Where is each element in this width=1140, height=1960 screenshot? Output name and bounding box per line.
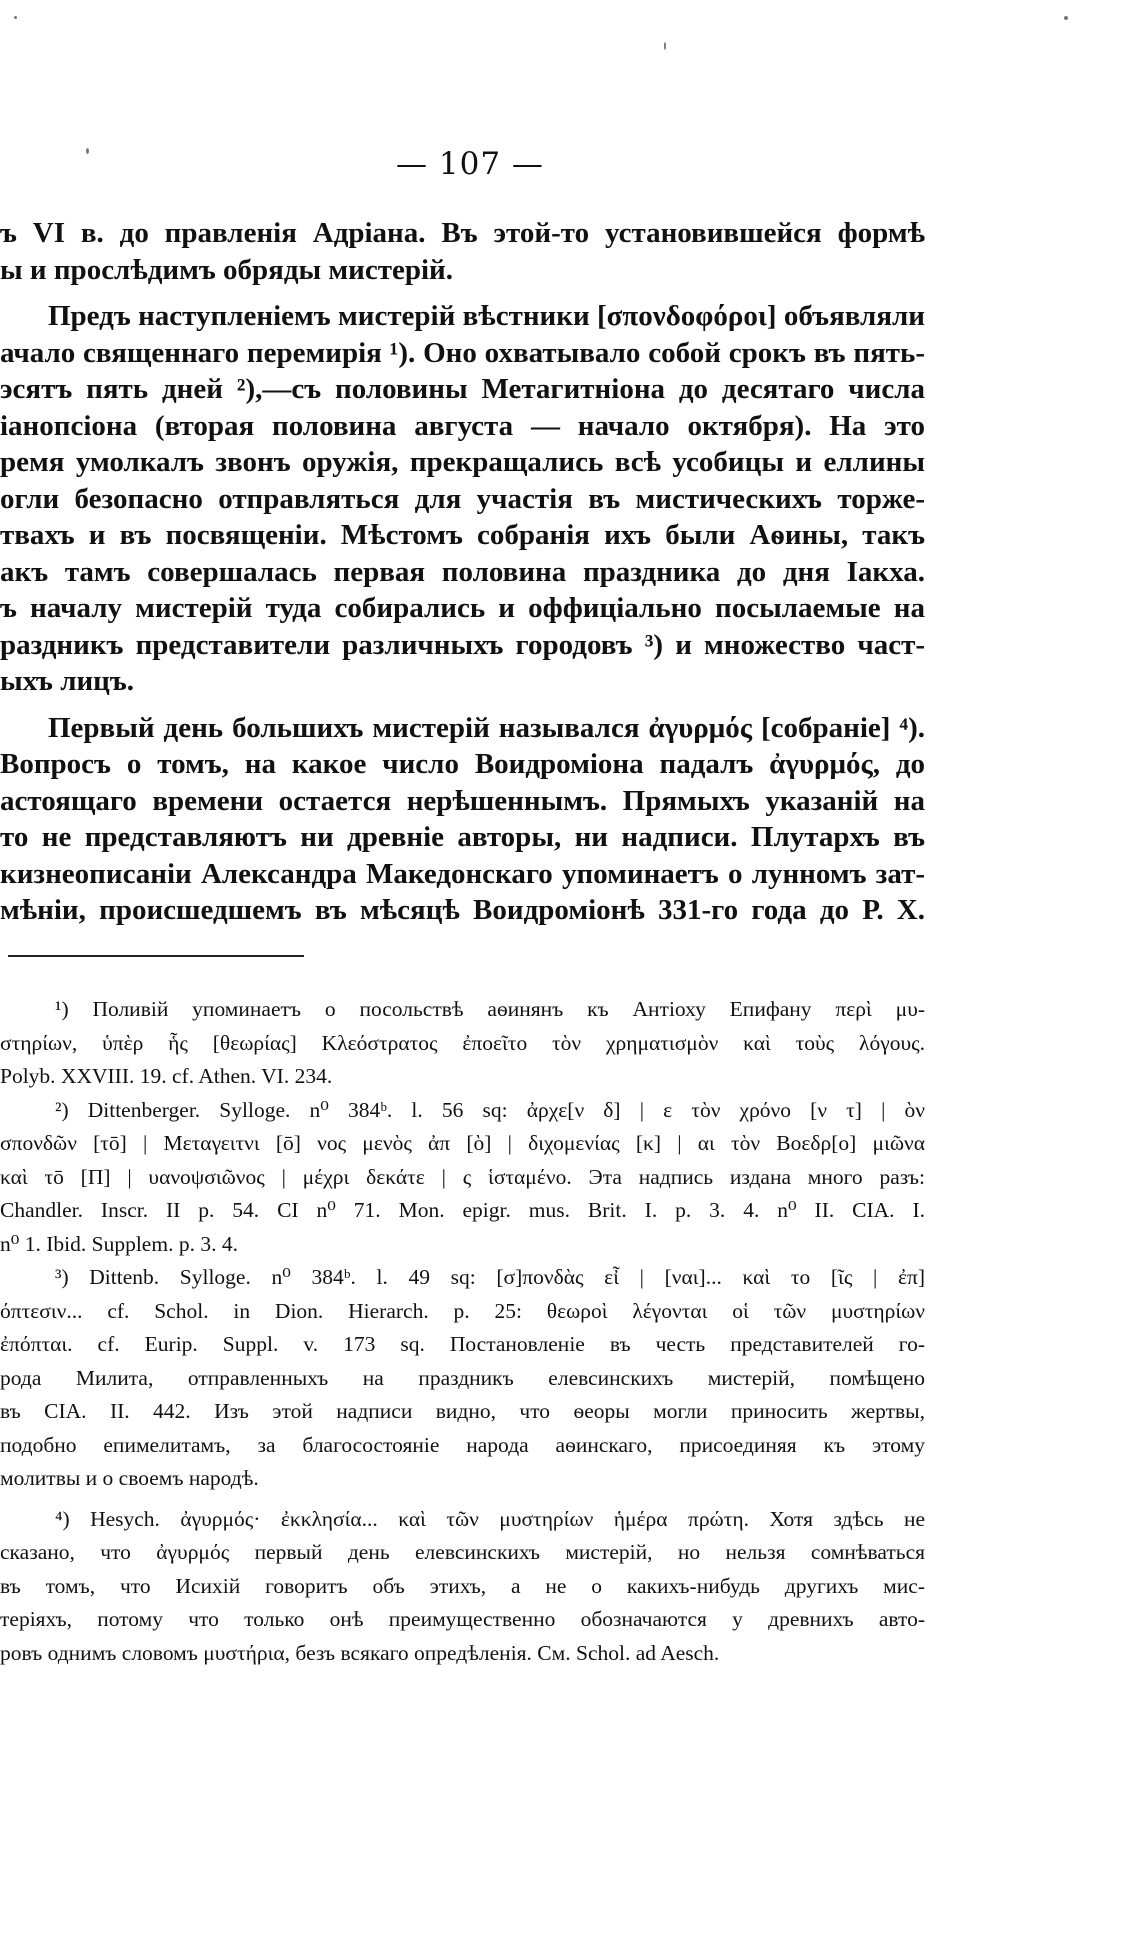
text-line: раздникъ представители различныхъ городовъ ³) и множество част- [0, 628, 925, 661]
footnote-line: όπτεσιν... cf. Schol. in Dion. Hierarch. p. 25: θεωροὶ λέγονται οἱ τῶν μυστηρίων [0, 1298, 925, 1323]
footnote-line: ἐπόπται. cf. Eurip. Suppl. v. 173 sq. Постановленіе въ честь представителей го- [0, 1332, 925, 1356]
text-line: ъ VI в. до правленія Адріана. Въ этой-то установившейся формѣ [0, 217, 925, 249]
footnote-line: ¹) Поливій упоминаетъ о посольствѣ аѳинянъ къ Антіоху Епифану περὶ μυ- [55, 997, 925, 1021]
text-line: астоящаго времени остается нерѣшеннымъ. Прямыхъ указаній на [0, 784, 925, 817]
text-line: кизнеописаніи Александра Македонскаго упоминаетъ о лунномъ зат- [0, 857, 925, 890]
footnote-line: теріяхъ, потому что только онѣ преимущественно обозначаются у древнихъ авто- [0, 1607, 925, 1631]
footnote-line: καὶ τō [Π] | υανοψσιῶνος | μέχρι δεκάτε | ς ἱσταμένο. Эта надпись издана много разъ: [0, 1164, 925, 1189]
text-line: акъ тамъ совершалась первая половина праздника до дня Іакха. [0, 555, 925, 588]
text-line: ачало священнаго перемирія ¹). Оно охватывало собой срокъ въ пять- [0, 336, 925, 369]
scan-speck [86, 148, 89, 154]
text-line: эсятъ пять дней ²),—съ половины Метагитніона до десятаго числа [0, 373, 925, 405]
text-line: іанопсіона (вторая половина августа — начало октября). На это [0, 409, 925, 442]
scan-speck [1064, 16, 1068, 20]
footnote-divider [8, 955, 304, 957]
footnote-line: ²) Dittenberger. Sylloge. n⁰ 384ᵇ. l. 56 sq: ἀρχε[ν δ] | ε τὸν χρόνο [ν τ] | ὸν [55, 1097, 925, 1122]
footnote-line: ⁴) Hesych. ἀγυρμός· ἐκκλησία... καὶ τῶν μυστηρίων ἡμέρα πρώτη. Хотя здѣсь не [55, 1506, 925, 1531]
footnote-line: въ CIA. II. 442. Изъ этой надписи видно, что ѳеоры могли приносить жертвы, [0, 1399, 925, 1423]
footnote-line: рода Милита, отправленныхъ на праздникъ елевсинскихъ мистерій, помѣщено [0, 1365, 925, 1390]
text-line: мѣніи, происшедшемъ въ мѣсяцѣ Воидроміонѣ 331-го года до Р. Х. [0, 894, 925, 926]
scan-speck [14, 16, 17, 19]
footnote-line: σπονδῶν [τō] | Μεταγειτνι [ō] νος μενὸς ἀπ [ὸ] | διχομενίας [κ] | αι τὸν Βοεδρ[ο] μιῶνα [0, 1131, 925, 1155]
footnote-line: n⁰ 1. Ibid. Supplem. p. 3. 4. [0, 1231, 238, 1256]
footnote-line: ровъ однимъ словомъ μυστήρια, безъ всякаго опредѣленія. См. Schol. ad Aesch. [0, 1640, 720, 1665]
footnotes [0, 993, 925, 1670]
footnote-line: молитвы и о своемъ народѣ. [0, 1466, 259, 1490]
text-line: Первый день большихъ мистерій назывался ἀγυρμός [собраніе] ⁴). [48, 711, 925, 744]
text-line: ы и прослѣдимъ обряды мистерій. [0, 253, 453, 286]
footnote-line: въ томъ, что Исихій говоритъ объ этихъ, а не о какихъ-нибудь другихъ мис- [0, 1573, 925, 1598]
text-line: ъ началу мистерій туда собирались и оффиціально посылаемые на [0, 592, 925, 624]
footnote-line: ³) Dittenb. Sylloge. n⁰ 384ᵇ. l. 49 sq: [σ]πονδὰς εἶ | [ναι]... καὶ το [ῖς | ἐπ] [55, 1265, 925, 1289]
text-line: то не представляютъ ни древніе авторы, ни надписи. Плутархъ въ [0, 821, 925, 853]
text-line: твахъ и въ посвященіи. Мѣстомъ собранія ихъ были Аѳины, такъ [0, 519, 925, 551]
main-text [0, 215, 925, 929]
text-line: огли безопасно отправляться для участія въ мистическихъ торже- [0, 482, 925, 515]
text-line: ремя умолкалъ звонъ оружія, прекращались всѣ усобицы и еллины [0, 446, 925, 478]
footnote-line: подобно епимелитамъ, за благосостояніе народа аѳинскаго, присоединяя къ этому [0, 1432, 925, 1457]
text-line: Вопросъ о томъ, на какое число Воидроміона падалъ ἀγυρμός, до [0, 748, 925, 780]
footnote-line: στηρίων, ὑπὲρ ἧς [θεωρίας] Κλεόστρατος ἐποεῖτο τὸν χρηματισμὸν καὶ τοὺς λόγους. [0, 1030, 925, 1055]
text-line: ыхъ лицъ. [0, 665, 135, 697]
footnote-line: Polyb. XXVIII. 19. cf. Athen. VI. 234. [0, 1064, 333, 1088]
scan-speck [664, 42, 666, 50]
text-line: Предъ наступленіемъ мистерій вѣстники [σπονδοφόροι] объявляли [48, 300, 925, 332]
footnote-line: Chandler. Inscr. II p. 54. CI n⁰ 71. Mon. epigr. mus. Brit. I. p. 3. 4. n⁰ II. CIA. I. [0, 1198, 925, 1222]
footnote-line: сказано, что ἀγυρμός первый день елевсинскихъ мистерій, но нельзя сомнѣваться [0, 1540, 925, 1564]
page-number: — 107 — [396, 146, 544, 182]
